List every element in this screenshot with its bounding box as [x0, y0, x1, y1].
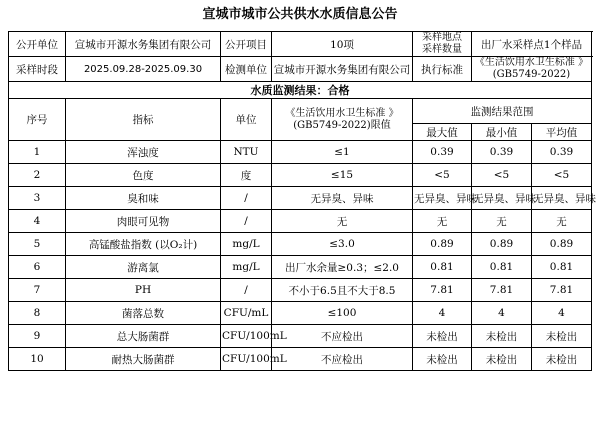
header-row-1 [9, 99, 592, 124]
row-indicator: 高锰酸盐指数 (以O₂计) [66, 233, 221, 256]
table-row [9, 233, 592, 256]
row-unit: NTU [221, 141, 272, 164]
row-max: 无异臭、异味 [413, 187, 472, 210]
row-seq: 9 [9, 325, 66, 348]
header-limit-line2: (GB5749-2022)限值 [293, 119, 391, 131]
row-avg: 0.81 [532, 256, 592, 279]
page-title: 宣城市城市公共供水水质信息公告 [202, 7, 398, 22]
row-avg: 无 [532, 210, 592, 233]
row-indicator: 菌落总数 [66, 302, 221, 325]
row-limit: 无 [272, 210, 413, 233]
header-seq: 序号 [9, 99, 66, 141]
row-avg: 4 [532, 302, 592, 325]
row-indicator: 游离氯 [66, 256, 221, 279]
table-row [9, 325, 592, 348]
header-min: 最小值 [472, 124, 532, 141]
row-limit: 不应检出 [272, 325, 413, 348]
header-limit-line1: 《生活饮用水卫生标准 》 [285, 107, 399, 119]
row-max: 未检出 [413, 325, 472, 348]
row-unit: / [221, 279, 272, 302]
header-avg: 平均值 [532, 124, 592, 141]
row-avg: 0.39 [532, 141, 592, 164]
row-min: 4 [472, 302, 532, 325]
row-min: 0.81 [472, 256, 532, 279]
row-indicator: PH [66, 279, 221, 302]
row-indicator: 浑浊度 [66, 141, 221, 164]
row-seq: 6 [9, 256, 66, 279]
row-max: 7.81 [413, 279, 472, 302]
sampling-label-line1: 采样地点 [422, 32, 462, 43]
row-max: 4 [413, 302, 472, 325]
row-min: 未检出 [472, 348, 532, 371]
row-unit: 度 [221, 164, 272, 187]
row-max: 0.39 [413, 141, 472, 164]
table-row [9, 348, 592, 371]
project-value: 10项 [272, 32, 413, 57]
row-max: 0.89 [413, 233, 472, 256]
row-seq: 2 [9, 164, 66, 187]
header-unit: 单位 [221, 99, 272, 141]
row-limit: 不应检出 [272, 348, 413, 371]
row-unit: / [221, 187, 272, 210]
row-limit: ≤15 [272, 164, 413, 187]
row-seq: 3 [9, 187, 66, 210]
row-indicator: 总大肠菌群 [66, 325, 221, 348]
row-indicator: 臭和味 [66, 187, 221, 210]
row-min: <5 [472, 164, 532, 187]
row-limit: ≤3.0 [272, 233, 413, 256]
standard-value-line1: 《生活饮用水卫生标准 》 [474, 57, 589, 68]
row-avg: 0.89 [532, 233, 592, 256]
table-row [9, 164, 592, 187]
sampling-label [413, 32, 472, 57]
row-min: 0.39 [472, 141, 532, 164]
header-indicator: 指标 [66, 99, 221, 141]
row-limit: 无异臭、异味 [272, 187, 413, 210]
row-seq: 8 [9, 302, 66, 325]
row-min: 7.81 [472, 279, 532, 302]
row-avg: 7.81 [532, 279, 592, 302]
row-seq: 1 [9, 141, 66, 164]
standard-value-line2: (GB5749-2022) [492, 69, 571, 80]
table-row [9, 302, 592, 325]
row-avg: 无异臭、异味 [532, 187, 592, 210]
row-limit: ≤100 [272, 302, 413, 325]
row-unit: CFU/mL [221, 302, 272, 325]
header-max: 最大值 [413, 124, 472, 141]
row-min: 未检出 [472, 325, 532, 348]
inspector-value: 宣城市开源水务集团有限公司 [272, 57, 413, 82]
water-quality-table [8, 31, 596, 371]
sampling-period-value: 2025.09.28-2025.09.30 [66, 57, 221, 82]
row-max: <5 [413, 164, 472, 187]
publisher-label: 公开单位 [9, 32, 66, 57]
row-limit: 出厂水余量≥0.3；≤2.0 [272, 256, 413, 279]
table-row [9, 279, 592, 302]
row-max: 0.81 [413, 256, 472, 279]
row-min: 无异臭、异味 [472, 187, 532, 210]
row-indicator: 肉眼可见物 [66, 210, 221, 233]
row-seq: 7 [9, 279, 66, 302]
row-limit: 不小于6.5且不大于8.5 [272, 279, 413, 302]
row-unit: mg/L [221, 256, 272, 279]
table-row [9, 210, 592, 233]
row-limit: ≤1 [272, 141, 413, 164]
row-unit: CFU/100mL [221, 348, 272, 371]
row-avg: 未检出 [532, 348, 592, 371]
row-unit: CFU/100mL [221, 325, 272, 348]
project-label: 公开项目 [221, 32, 272, 57]
row-seq: 4 [9, 210, 66, 233]
row-unit: / [221, 210, 272, 233]
info-row-1 [9, 32, 592, 57]
table-row [9, 256, 592, 279]
header-range: 监测结果范围 [413, 99, 592, 124]
row-seq: 10 [9, 348, 66, 371]
row-max: 未检出 [413, 348, 472, 371]
result-band-row [9, 82, 592, 99]
row-seq: 5 [9, 233, 66, 256]
row-min: 0.89 [472, 233, 532, 256]
info-row-2 [9, 57, 592, 82]
row-avg: 未检出 [532, 325, 592, 348]
standard-value [472, 57, 592, 82]
table-row [9, 141, 592, 164]
inspector-label: 检测单位 [221, 57, 272, 82]
row-indicator: 耐热大肠菌群 [66, 348, 221, 371]
sampling-period-label: 采样时段 [9, 57, 66, 82]
row-unit: mg/L [221, 233, 272, 256]
row-max: 无 [413, 210, 472, 233]
sampling-value: 出厂水采样点1个样品 [472, 32, 592, 57]
row-avg: <5 [532, 164, 592, 187]
result-band: 水质监测结果：合格 [9, 82, 592, 99]
sampling-label-line2: 采样数量 [422, 44, 462, 55]
row-indicator: 色度 [66, 164, 221, 187]
publisher-value: 宣城市开源水务集团有限公司 [66, 32, 221, 57]
header-limit [272, 99, 413, 141]
standard-label: 执行标准 [413, 57, 472, 82]
table-row [9, 187, 592, 210]
row-min: 无 [472, 210, 532, 233]
